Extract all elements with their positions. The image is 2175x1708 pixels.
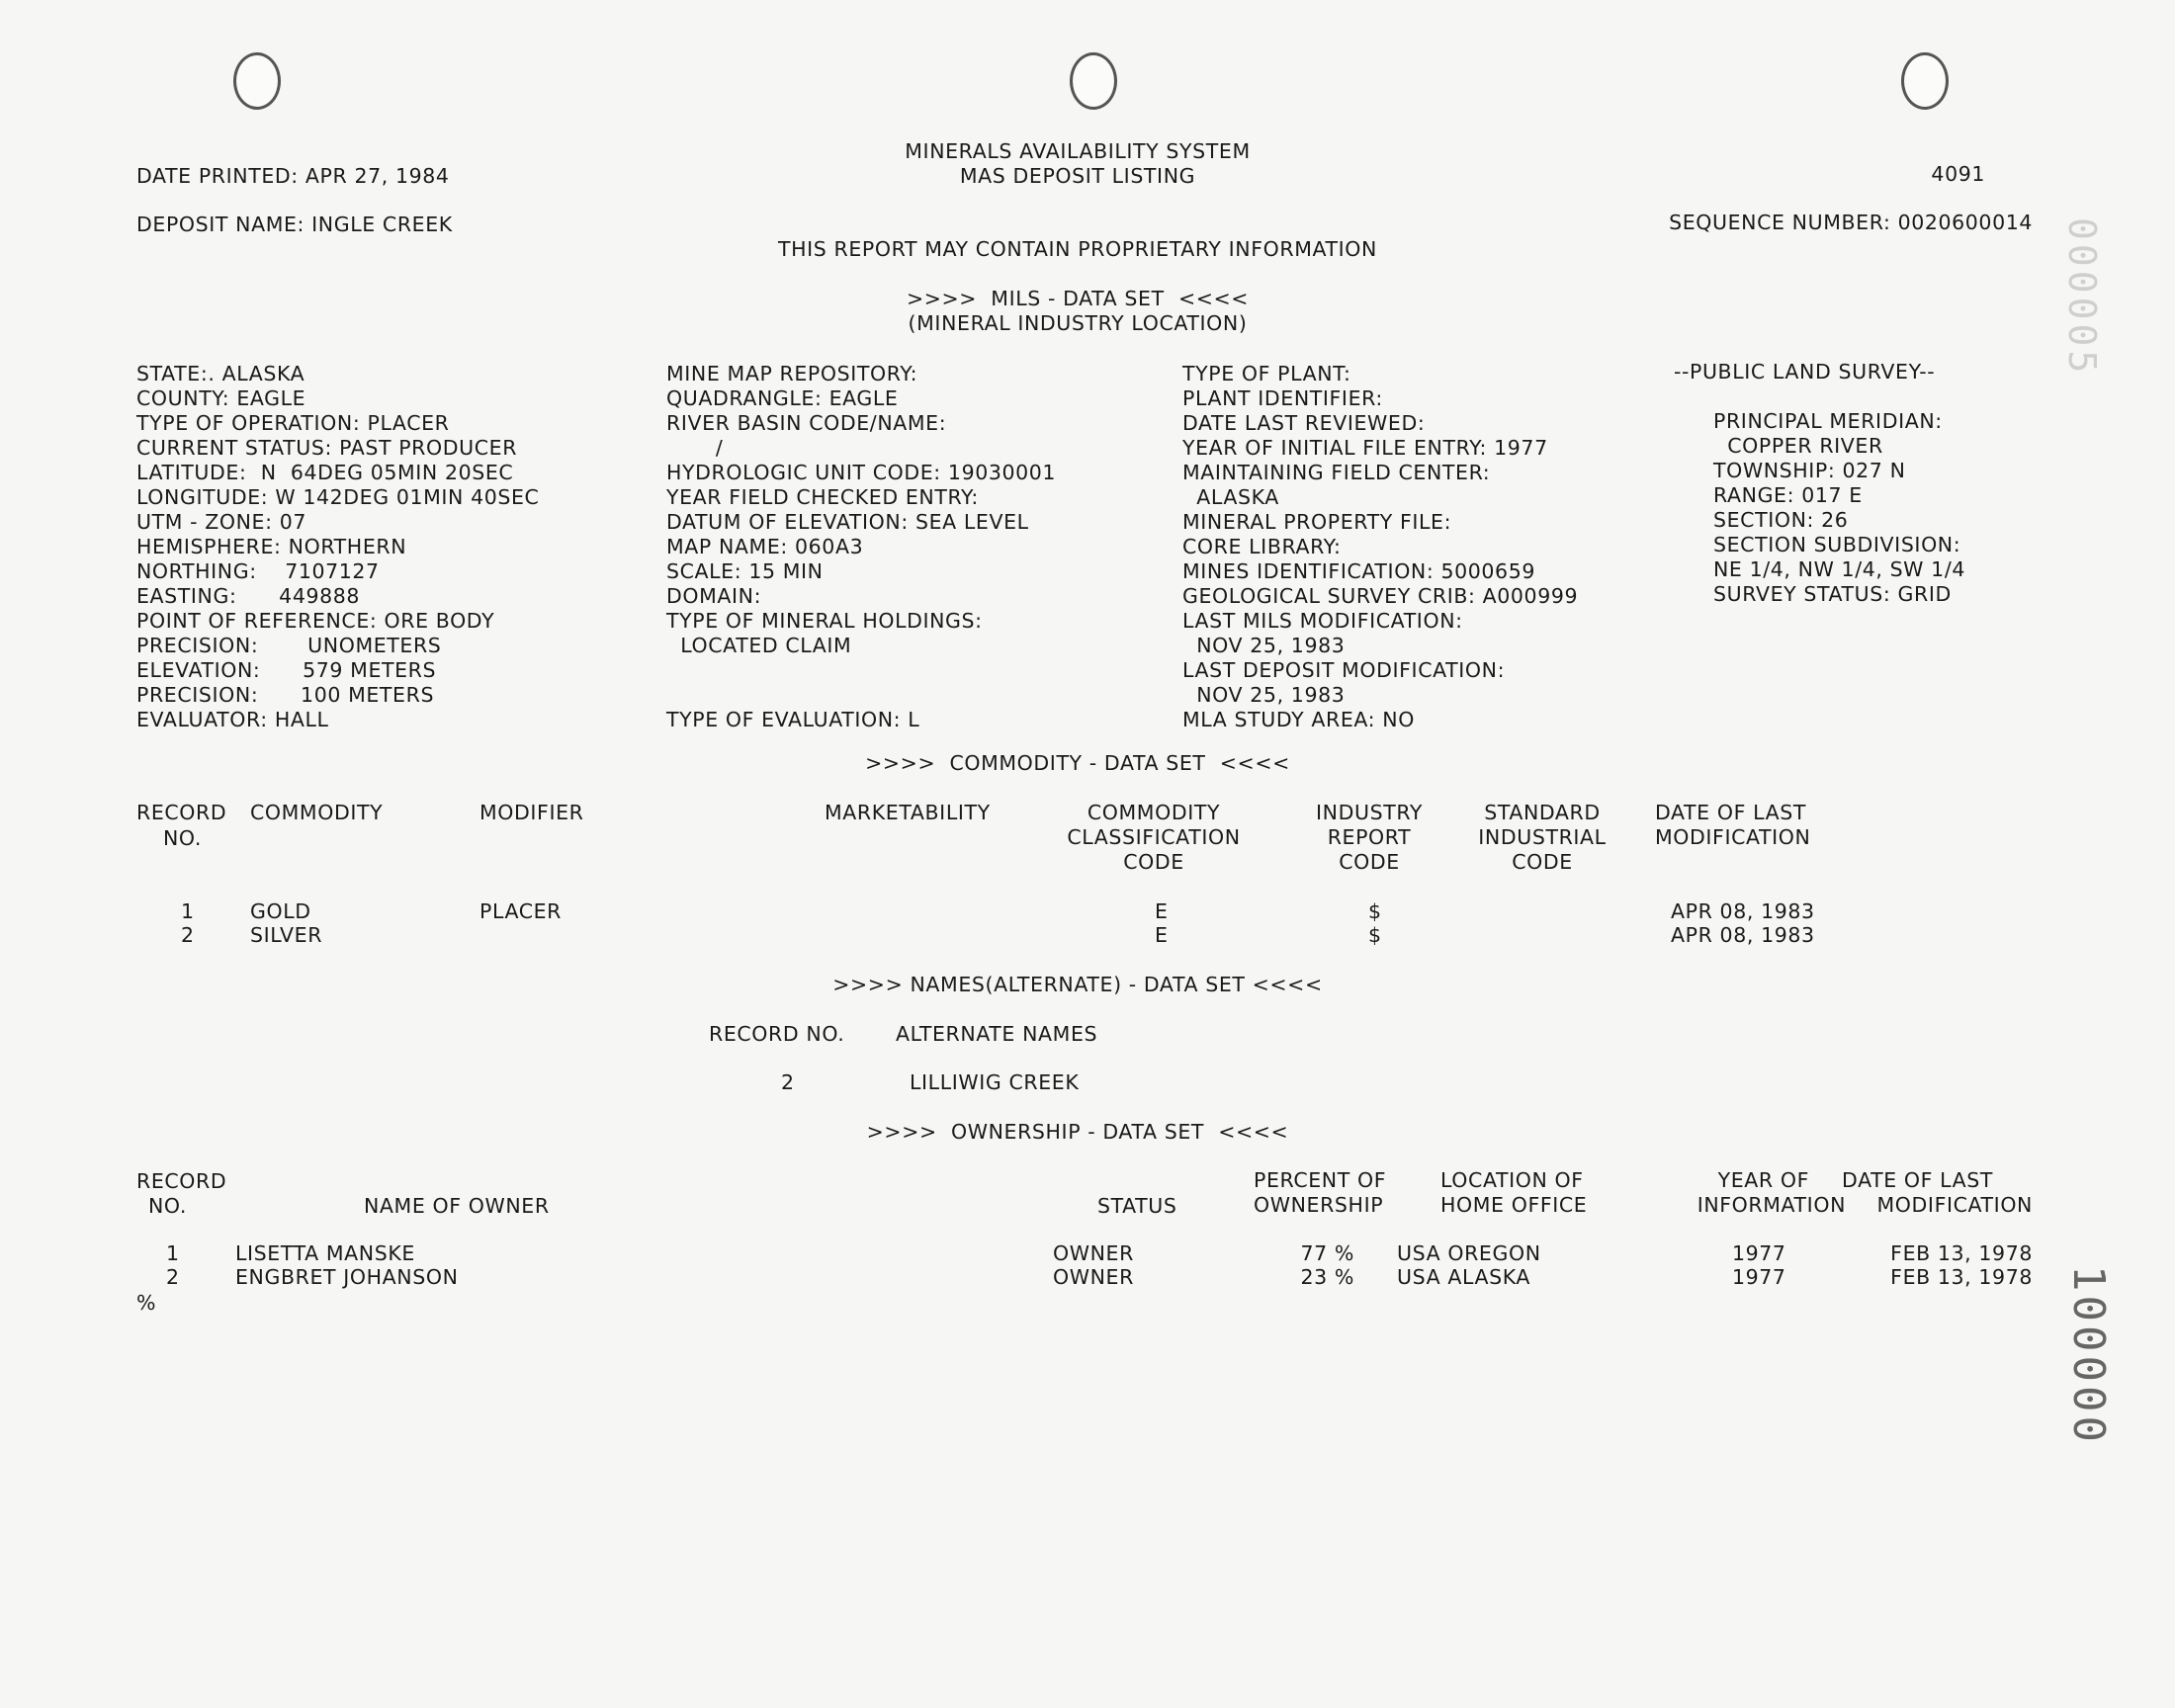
col-header-industry: REPORT [1327,825,1412,849]
mils-section-title: >>>> MILS - DATA SET <<<< [906,287,1250,310]
mils-field: NOV 25, 1983 [1182,634,1346,657]
date-printed: DATE PRINTED: APR 27, 1984 [136,164,450,188]
names-record-no: 2 [781,1070,795,1094]
col-header-class: COMMODITY [1087,801,1221,824]
col-header-record-no: NO. [148,1194,187,1218]
commodity-date: APR 08, 1983 [1671,899,1815,923]
owner-record-no: 2 [166,1265,180,1289]
col-header-modifier: MODIFIER [479,801,584,824]
owner-location: USA OREGON [1397,1241,1541,1265]
col-header-standard: CODE [1512,850,1573,874]
mils-field: EASTING: 449888 [136,584,361,608]
mils-field: PRECISION: 100 METERS [136,683,435,707]
mils-field: GEOLOGICAL SURVEY CRIB: A000999 [1182,584,1579,608]
commodity-class-code: E [1155,899,1169,923]
commodity-record-no: 1 [181,899,195,923]
mils-field: HEMISPHERE: NORTHERN [136,535,407,558]
mils-field: ALASKA [1182,485,1279,509]
alternate-name: LILLIWIG CREEK [910,1070,1080,1094]
mils-field: DATE LAST REVIEWED: [1182,411,1426,435]
commodity-date: APR 08, 1983 [1671,923,1815,947]
commodity-class-code: E [1155,923,1169,947]
mils-field: CURRENT STATUS: PAST PRODUCER [136,436,518,460]
listing-title: MAS DEPOSIT LISTING [959,164,1196,188]
punch-hole-center [1070,52,1117,110]
names-header-alternate: ALTERNATE NAMES [896,1022,1098,1046]
mils-field: PRECISION: UNOMETERS [136,634,442,657]
col-header-status: STATUS [1097,1194,1177,1218]
mils-field: NORTHING: 7107127 [136,559,380,583]
col-header-standard: STANDARD [1484,801,1601,824]
col-header-location: HOME OFFICE [1440,1193,1588,1217]
mils-field: TYPE OF EVALUATION: L [666,708,920,731]
commodity-record-no: 2 [181,923,195,947]
col-header-industry: CODE [1339,850,1400,874]
margin-stamp-bottom: 100000 [2063,1265,2114,1446]
owner-date: FEB 13, 1978 [1890,1265,2033,1289]
mils-field: MAINTAINING FIELD CENTER: [1182,461,1491,484]
col-header-record: RECORD [136,801,227,824]
mils-field: LATITUDE: N 64DEG 05MIN 20SEC [136,461,514,484]
owner-status: OWNER [1053,1241,1134,1265]
names-section-title: >>>> NAMES(ALTERNATE) - DATA SET <<<< [832,973,1323,996]
mils-field: MAP NAME: 060A3 [666,535,864,558]
owner-percent: 77 % [1300,1241,1354,1265]
mils-field: CORE LIBRARY: [1182,535,1342,558]
survey-field: PRINCIPAL MERIDIAN: [1713,409,1943,433]
mils-field: TYPE OF OPERATION: PLACER [136,411,450,435]
col-header-record-no: NO. [163,826,202,850]
owner-status: OWNER [1053,1265,1134,1289]
mils-field: PLANT IDENTIFIER: [1182,386,1383,410]
mils-field: UTM - ZONE: 07 [136,510,307,534]
owner-name: ENGBRET JOHANSON [235,1265,459,1289]
mils-field: RIVER BASIN CODE/NAME: [666,411,947,435]
end-of-record-mark: % [136,1291,157,1315]
mils-field: MINES IDENTIFICATION: 5000659 [1182,559,1535,583]
col-header-date: MODIFICATION [1655,825,1811,849]
names-header-record: RECORD NO. [709,1022,845,1046]
col-header-year: INFORMATION [1696,1193,1846,1217]
owner-date: FEB 13, 1978 [1890,1241,2033,1265]
mils-field: DATUM OF ELEVATION: SEA LEVEL [666,510,1029,534]
survey-field: SURVEY STATUS: GRID [1713,582,1952,606]
mils-field: EVALUATOR: HALL [136,708,329,731]
owner-name: LISETTA MANSKE [235,1241,415,1265]
col-header-record: RECORD [136,1169,227,1193]
mils-field: / [666,436,724,460]
deposit-name: DEPOSIT NAME: INGLE CREEK [136,213,453,236]
col-header-industry: INDUSTRY [1316,801,1423,824]
col-header-class: CLASSIFICATION [1067,825,1241,849]
owner-percent: 23 % [1300,1265,1354,1289]
commodity-modifier: PLACER [479,899,563,923]
owner-year: 1977 [1732,1241,1786,1265]
commodity-report-code: $ [1368,899,1382,923]
mils-field: POINT OF REFERENCE: ORE BODY [136,609,495,633]
mils-field: ELEVATION: 579 METERS [136,658,437,682]
mils-field: MLA STUDY AREA: NO [1182,708,1415,731]
mils-field: LAST DEPOSIT MODIFICATION: [1182,658,1506,682]
survey-field: RANGE: 017 E [1713,483,1863,507]
punch-hole-right [1901,52,1949,110]
punch-hole-left [233,52,281,110]
survey-field: COPPER RIVER [1713,434,1883,458]
mils-field: STATE:. ALASKA [136,362,305,385]
mils-field: MINE MAP REPOSITORY: [666,362,918,385]
mils-section-subtitle: (MINERAL INDUSTRY LOCATION) [908,311,1248,335]
mils-field: DOMAIN: [666,584,762,608]
survey-field: NE 1/4, NW 1/4, SW 1/4 [1713,557,1965,581]
mils-field: NOV 25, 1983 [1182,683,1346,707]
mils-field: YEAR OF INITIAL FILE ENTRY: 1977 [1182,436,1548,460]
col-header-class: CODE [1123,850,1184,874]
survey-field: TOWNSHIP: 027 N [1713,459,1906,482]
col-header-percent: PERCENT OF [1254,1168,1387,1192]
col-header-standard: INDUSTRIAL [1478,825,1607,849]
commodity-name: SILVER [250,923,323,947]
col-header-year: YEAR OF [1717,1168,1809,1192]
mils-field: LONGITUDE: W 142DEG 01MIN 40SEC [136,485,540,509]
col-header-date: DATE OF LAST [1655,801,1806,824]
ownership-section-title: >>>> OWNERSHIP - DATA SET <<<< [866,1120,1289,1144]
mils-field: COUNTY: EAGLE [136,386,306,410]
commodity-section-title: >>>> COMMODITY - DATA SET <<<< [865,751,1290,775]
survey-title: --PUBLIC LAND SURVEY-- [1674,360,1936,384]
margin-stamp-top: 000005 [2060,217,2104,378]
col-header-owner: NAME OF OWNER [364,1194,550,1218]
commodity-name: GOLD [250,899,311,923]
mils-field: TYPE OF MINERAL HOLDINGS: [666,609,983,633]
mils-field: HYDROLOGIC UNIT CODE: 19030001 [666,461,1057,484]
col-header-percent: OWNERSHIP [1254,1193,1384,1217]
survey-field: SECTION: 26 [1713,508,1849,532]
proprietary-notice: THIS REPORT MAY CONTAIN PROPRIETARY INFORMATION [778,237,1377,261]
col-header-commodity: COMMODITY [250,801,384,824]
col-header-marketability: MARKETABILITY [825,801,991,824]
col-header-location: LOCATION OF [1440,1168,1584,1192]
commodity-report-code: $ [1368,923,1382,947]
owner-record-no: 1 [166,1241,180,1265]
sequence-number: SEQUENCE NUMBER: 0020600014 [1669,211,2033,234]
mils-field: QUADRANGLE: EAGLE [666,386,899,410]
mils-field: LOCATED CLAIM [666,634,852,657]
mils-field: LAST MILS MODIFICATION: [1182,609,1463,633]
mils-field: YEAR FIELD CHECKED ENTRY: [666,485,979,509]
system-title: MINERALS AVAILABILITY SYSTEM [905,139,1251,163]
owner-year: 1977 [1732,1265,1786,1289]
col-header-date: DATE OF LAST [1842,1168,1993,1192]
mils-field: MINERAL PROPERTY FILE: [1182,510,1452,534]
survey-field: SECTION SUBDIVISION: [1713,533,1961,556]
mils-field: SCALE: 15 MIN [666,559,824,583]
owner-location: USA ALASKA [1397,1265,1530,1289]
mils-field: TYPE OF PLANT: [1182,362,1351,385]
col-header-date: MODIFICATION [1876,1193,2033,1217]
page-number: 4091 [1931,162,1985,186]
